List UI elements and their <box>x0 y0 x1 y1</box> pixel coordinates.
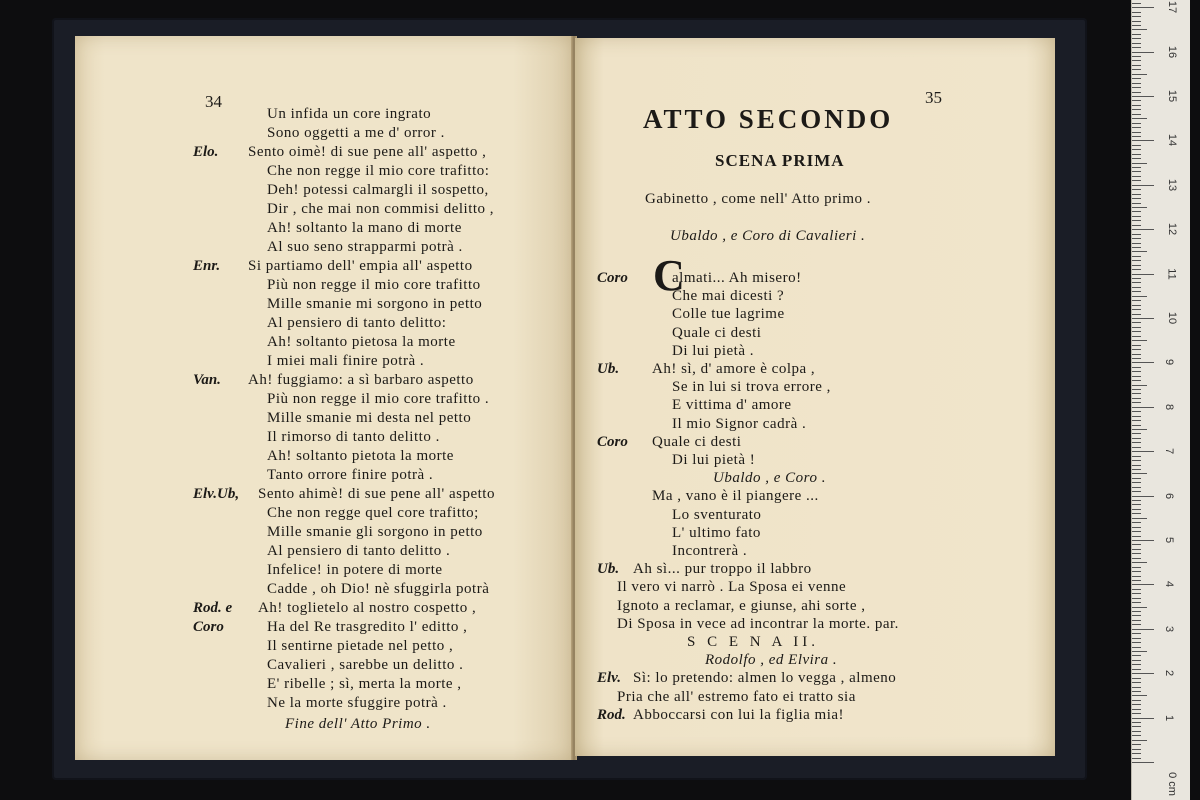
ruler-tick <box>1132 185 1154 186</box>
ruler-tick <box>1132 278 1141 279</box>
verse-line: Mille smanie gli sorgono in petto <box>267 524 483 540</box>
ruler-tick <box>1132 638 1141 639</box>
ruler-tick <box>1132 385 1147 386</box>
ruler-tick <box>1132 314 1141 315</box>
ruler-tick <box>1132 349 1141 350</box>
verse-line: Ah sì... pur troppo il labbro <box>633 561 812 577</box>
ruler-tick <box>1132 362 1154 363</box>
ruler-tick <box>1132 713 1141 714</box>
verse-line: Sono oggetti a me d' orror . <box>267 125 445 141</box>
ruler-tick <box>1132 21 1141 22</box>
ruler-tick <box>1132 513 1141 514</box>
ruler-tick <box>1132 127 1141 128</box>
ruler-tick <box>1132 633 1141 634</box>
ruler-tick <box>1132 749 1141 750</box>
ruler-tick <box>1132 456 1141 457</box>
verse-line: Dir , che mai non commisi delitto , <box>267 201 495 217</box>
ruler-tick <box>1132 176 1141 177</box>
verse-line: Cavalieri , sarebbe un delitto . <box>267 657 464 673</box>
ruler-number: 17 <box>1166 0 1179 14</box>
ruler-tick <box>1132 60 1141 61</box>
ruler-tick <box>1132 309 1141 310</box>
ruler-tick <box>1132 407 1154 408</box>
ruler-tick <box>1132 553 1141 554</box>
ruler-tick <box>1132 544 1141 545</box>
ruler-tick <box>1132 211 1141 212</box>
verse-line: Sì: lo pretendo: almen lo vegga , almeno <box>633 670 897 686</box>
verse-line: Che non regge il mio core trafitto: <box>267 163 490 179</box>
right-page-number: 35 <box>925 88 942 107</box>
ruler-tick <box>1132 500 1141 501</box>
verse-line: Si partiamo dell' empia all' aspetto <box>248 258 473 274</box>
ruler-tick <box>1132 465 1141 466</box>
drop-cap: C <box>653 251 685 300</box>
ruler-tick <box>1132 691 1141 692</box>
verse-line: Che non regge quel core trafitto; <box>267 505 479 521</box>
ruler-tick <box>1132 549 1141 550</box>
verse-line: Deh! potessi calmargli il sospetto, <box>267 182 489 198</box>
ruler-tick <box>1132 149 1141 150</box>
ruler-number: 6 <box>1163 492 1176 500</box>
verse-line: Di lui pietà . <box>672 343 754 359</box>
ruler-tick <box>1132 229 1154 230</box>
ruler-tick <box>1132 16 1141 17</box>
verse-line: Ignoto a reclamar, e giunse, ahi sorte , <box>617 598 866 614</box>
ruler-tick <box>1132 629 1154 630</box>
verse-line: Cadde , oh Dio! nè sfuggirla potrà <box>267 581 490 597</box>
ruler-tick <box>1132 203 1141 204</box>
act-title: ATTO SECONDO <box>643 104 894 134</box>
ruler-tick <box>1132 451 1154 452</box>
ruler-tick <box>1132 158 1141 159</box>
ruler-tick <box>1132 265 1141 266</box>
verse-line: Quale ci desti <box>652 434 742 450</box>
verse-line: Quale ci desti <box>672 325 762 341</box>
verse-line: Un infida un core ingrato <box>267 106 432 122</box>
right-page <box>575 38 1055 756</box>
ruler-tick <box>1132 584 1154 585</box>
ruler-tick <box>1132 615 1141 616</box>
ruler-unit-label: 0 cm <box>1165 772 1178 796</box>
ruler-tick <box>1132 704 1141 705</box>
ruler-number: 8 <box>1163 403 1176 411</box>
ruler-tick <box>1132 282 1141 283</box>
ruler-tick <box>1132 482 1141 483</box>
ruler-tick <box>1132 726 1141 727</box>
speaker-label: Ub. <box>597 561 620 577</box>
ruler-tick <box>1132 65 1141 66</box>
ruler-tick <box>1132 340 1147 341</box>
scene-characters: Ubaldo , e Coro di Cavalieri . <box>670 228 866 244</box>
measuring-ruler <box>1131 0 1190 800</box>
verse-line: Al suo seno strapparmi potrà . <box>267 239 463 255</box>
ruler-tick <box>1132 478 1141 479</box>
verse-line: Ma , vano è il piangere ... <box>652 488 819 504</box>
scene-title: SCENA PRIMA <box>715 151 845 170</box>
ruler-tick <box>1132 758 1141 759</box>
ruler-tick <box>1132 447 1141 448</box>
verse-line: Ha del Re trasgredito l' editto , <box>267 619 468 635</box>
speaker-label: Coro <box>597 434 628 450</box>
verse-line: Il sentirne pietade nel petto , <box>267 638 454 654</box>
ruler-tick <box>1132 140 1154 141</box>
ruler-tick <box>1132 442 1141 443</box>
verse-line: Mille smanie mi sorgono in petto <box>267 296 483 312</box>
ruler-tick <box>1132 540 1154 541</box>
ruler-tick <box>1132 322 1141 323</box>
verse-line: Sento oimè! di sue pene all' aspetto , <box>248 144 487 160</box>
ruler-tick <box>1132 247 1141 248</box>
ruler-tick <box>1132 69 1141 70</box>
verse-line: Il rimorso di tanto delitto . <box>267 429 440 445</box>
ruler-tick <box>1132 571 1141 572</box>
ruler-tick <box>1132 358 1141 359</box>
verse-line: Rodolfo , ed Elvira . <box>705 652 838 668</box>
ruler-tick <box>1132 518 1147 519</box>
ruler-tick <box>1132 354 1141 355</box>
ruler-tick <box>1132 642 1141 643</box>
ruler-tick <box>1132 487 1141 488</box>
verse-line: Sento ahimè! di sue pene all' aspetto <box>258 486 495 502</box>
verse-line: Ah! soltanto la mano di morte <box>267 220 462 236</box>
ruler-tick <box>1132 238 1141 239</box>
ruler-tick <box>1132 762 1154 763</box>
speaker-label: Ub. <box>597 361 620 377</box>
ruler-tick <box>1132 260 1141 261</box>
ruler-tick <box>1132 34 1141 35</box>
speaker-label: Elv.Ub, <box>193 486 240 502</box>
ruler-tick <box>1132 718 1154 719</box>
ruler-tick <box>1132 105 1141 106</box>
verse-line: Ah! sì, d' amore è colpa , <box>652 361 816 377</box>
verse-line: almati... Ah misero! <box>672 270 802 286</box>
ruler-tick <box>1132 460 1141 461</box>
scene-setting: Gabinetto , come nell' Atto primo . <box>645 191 871 207</box>
ruler-tick <box>1132 52 1154 53</box>
ruler-tick <box>1132 331 1141 332</box>
verse-line: I miei mali finire potrà . <box>267 353 425 369</box>
ruler-tick <box>1132 624 1141 625</box>
ruler-tick <box>1132 531 1141 532</box>
ruler-tick <box>1132 243 1141 244</box>
verse-line: Colle tue lagrime <box>672 306 785 322</box>
ruler-tick <box>1132 194 1141 195</box>
ruler-tick <box>1132 274 1154 275</box>
ruler-tick <box>1132 136 1141 137</box>
verse-line: Più non regge il mio core trafitto . <box>267 391 490 407</box>
ruler-tick <box>1132 607 1147 608</box>
ruler-tick <box>1132 389 1141 390</box>
ruler-number: 16 <box>1166 45 1179 59</box>
ruler-tick <box>1132 100 1141 101</box>
left-page <box>75 36 575 760</box>
ruler-tick <box>1132 647 1141 648</box>
ruler-tick <box>1132 678 1141 679</box>
ruler-tick <box>1132 12 1141 13</box>
ruler-tick <box>1132 296 1147 297</box>
ruler-tick <box>1132 469 1141 470</box>
verse-line: Che mai dicesti ? <box>672 288 785 304</box>
ruler-tick <box>1132 700 1141 701</box>
ruler-tick <box>1132 744 1141 745</box>
verse-line: Di Sposa in vece ad incontrar la morte. par. <box>617 616 899 632</box>
ruler-tick <box>1132 3 1141 4</box>
ruler-tick <box>1132 669 1141 670</box>
ruler-tick <box>1132 300 1141 301</box>
act-end-footer: Fine dell' Atto Primo . <box>285 716 431 732</box>
ruler-tick <box>1132 216 1141 217</box>
ruler-number: 1 <box>1163 714 1176 722</box>
speaker-label: Elo. <box>193 144 219 160</box>
ruler-number: 12 <box>1166 222 1179 236</box>
ruler-tick <box>1132 305 1141 306</box>
ruler-tick <box>1132 345 1141 346</box>
speaker-label: Rod. <box>597 707 626 723</box>
ruler-number: 15 <box>1166 89 1179 103</box>
speaker-label: Elv. <box>597 670 622 686</box>
ruler-number: 4 <box>1163 580 1176 588</box>
ruler-tick <box>1132 87 1141 88</box>
verse-line: Al pensiero di tanto delitto: <box>267 315 447 331</box>
ruler-tick <box>1132 189 1141 190</box>
verse-line: Di lui pietà ! <box>672 452 756 468</box>
ruler-tick <box>1132 25 1141 26</box>
ruler-tick <box>1132 198 1141 199</box>
ruler-tick <box>1132 598 1141 599</box>
ruler-tick <box>1132 287 1141 288</box>
verse-line: Ne la morte sfuggire potrà . <box>267 695 447 711</box>
verse-line: Ah! toglietelo al nostro cospetto , <box>258 600 477 616</box>
ruler-number: 7 <box>1163 447 1176 455</box>
ruler-tick <box>1132 576 1141 577</box>
ruler-tick <box>1132 256 1141 257</box>
ruler-tick <box>1132 78 1141 79</box>
ruler-tick <box>1132 96 1154 97</box>
ruler-tick <box>1132 491 1141 492</box>
ruler-tick <box>1132 92 1141 93</box>
ruler-tick <box>1132 602 1141 603</box>
ruler-tick <box>1132 371 1141 372</box>
ruler-number: 10 <box>1166 311 1179 325</box>
ruler-tick <box>1132 536 1141 537</box>
verse-line: Il mio Signor cadrà . <box>672 416 807 432</box>
ruler-tick <box>1132 109 1141 110</box>
ruler-tick <box>1132 318 1154 319</box>
ruler-tick <box>1132 145 1141 146</box>
ruler-tick <box>1132 496 1154 497</box>
verse-line: Tanto orrore finire potrà . <box>267 467 434 483</box>
verse-line: Ubaldo , e Coro . <box>713 470 826 486</box>
ruler-tick <box>1132 402 1141 403</box>
verse-line: Al pensiero di tanto delitto . <box>267 543 451 559</box>
ruler-tick <box>1132 687 1141 688</box>
ruler-tick <box>1132 580 1141 581</box>
ruler-tick <box>1132 753 1141 754</box>
verse-line: E vittima d' amore <box>672 397 792 413</box>
ruler-tick <box>1132 47 1141 48</box>
ruler-tick <box>1132 673 1154 674</box>
ruler-tick <box>1132 655 1141 656</box>
verse-line: L' ultimo fato <box>672 525 761 541</box>
ruler-tick <box>1132 611 1141 612</box>
ruler-tick <box>1132 207 1147 208</box>
ruler-tick <box>1132 425 1141 426</box>
ruler-tick <box>1132 593 1141 594</box>
ruler-tick <box>1132 38 1141 39</box>
ruler-tick <box>1132 56 1141 57</box>
verse-line: Infelice! in potere di morte <box>267 562 443 578</box>
ruler-number: 9 <box>1163 358 1176 366</box>
ruler-tick <box>1132 393 1141 394</box>
ruler-tick <box>1132 251 1147 252</box>
ruler-number: 14 <box>1166 133 1179 147</box>
verse-line: Ah! fuggiamo: a sì barbaro aspetto <box>248 372 474 388</box>
ruler-tick <box>1132 167 1141 168</box>
left-page-number: 34 <box>205 92 222 111</box>
verse-line: E' ribelle ; sì, merta la morte , <box>267 676 462 692</box>
ruler-tick <box>1132 398 1141 399</box>
ruler-tick <box>1132 29 1147 30</box>
ruler-tick <box>1132 234 1141 235</box>
ruler-tick <box>1132 473 1147 474</box>
verse-line: Più non regge il mio core trafitto <box>267 277 481 293</box>
ruler-tick <box>1132 509 1141 510</box>
speaker-label: Rod. e <box>193 600 233 616</box>
speaker-label: Van. <box>193 372 221 388</box>
verse-line: Lo sventurato <box>672 507 762 523</box>
speaker-label: Coro <box>597 270 628 286</box>
ruler-tick <box>1132 651 1147 652</box>
speaker-label: Enr. <box>193 258 221 274</box>
ruler-tick <box>1132 740 1147 741</box>
ruler-tick <box>1132 522 1141 523</box>
ruler-tick <box>1132 420 1141 421</box>
ruler-number: 11 <box>1165 268 1178 280</box>
verse-line: Pria che all' estremo fato ei tratto sia <box>617 689 856 705</box>
ruler-tick <box>1132 504 1141 505</box>
ruler-tick <box>1132 132 1141 133</box>
verse-line: Abboccarsi con lui la figlia mia! <box>633 707 845 723</box>
ruler-tick <box>1132 411 1141 412</box>
ruler-tick <box>1132 376 1141 377</box>
ruler-tick <box>1132 269 1141 270</box>
ruler-tick <box>1132 695 1147 696</box>
verse-line: Ah! soltanto pietota la morte <box>267 448 454 464</box>
ruler-number: 3 <box>1163 625 1176 633</box>
ruler-tick <box>1132 429 1147 430</box>
verse-line: S C E N A II. <box>687 634 820 650</box>
ruler-tick <box>1132 83 1141 84</box>
verse-line: Mille smanie mi desta nel petto <box>267 410 472 426</box>
ruler-tick <box>1132 722 1141 723</box>
speaker-label: Coro <box>193 619 224 635</box>
ruler-tick <box>1132 171 1141 172</box>
ruler-tick <box>1132 562 1147 563</box>
ruler-tick <box>1132 114 1141 115</box>
ruler-tick <box>1132 731 1141 732</box>
ruler-tick <box>1132 180 1141 181</box>
ruler-number: 5 <box>1163 536 1176 544</box>
ruler-tick <box>1132 567 1141 568</box>
ruler-tick <box>1132 380 1141 381</box>
ruler-tick <box>1132 220 1141 221</box>
ruler-tick <box>1132 735 1141 736</box>
ruler-number: 2 <box>1163 669 1176 677</box>
ruler-tick <box>1132 709 1141 710</box>
verse-line: Ah! soltanto pietosa la morte <box>267 334 456 350</box>
ruler-tick <box>1132 7 1154 8</box>
ruler-tick <box>1132 118 1147 119</box>
verse-line: Il vero vi narrò . La Sposa ei venne <box>617 579 847 595</box>
ruler-tick <box>1132 154 1141 155</box>
ruler-tick <box>1132 291 1141 292</box>
ruler-tick <box>1132 163 1147 164</box>
ruler-tick <box>1132 367 1141 368</box>
ruler-tick <box>1132 225 1141 226</box>
ruler-tick <box>1132 43 1141 44</box>
ruler-tick <box>1132 660 1141 661</box>
verse-line: Incontrerà . <box>672 543 748 559</box>
ruler-tick <box>1132 438 1141 439</box>
ruler-tick <box>1132 433 1141 434</box>
ruler-tick <box>1132 682 1141 683</box>
ruler-tick <box>1132 558 1141 559</box>
verse-line: Se in lui si trova errore , <box>672 379 831 395</box>
ruler-tick <box>1132 123 1141 124</box>
ruler-tick <box>1132 74 1147 75</box>
ruler-tick <box>1132 620 1141 621</box>
ruler-tick <box>1132 589 1141 590</box>
ruler-tick <box>1132 327 1141 328</box>
ruler-tick <box>1132 527 1141 528</box>
ruler-tick <box>1132 664 1141 665</box>
ruler-number: 13 <box>1166 178 1179 192</box>
ruler-tick <box>1132 336 1141 337</box>
ruler-tick <box>1132 416 1141 417</box>
